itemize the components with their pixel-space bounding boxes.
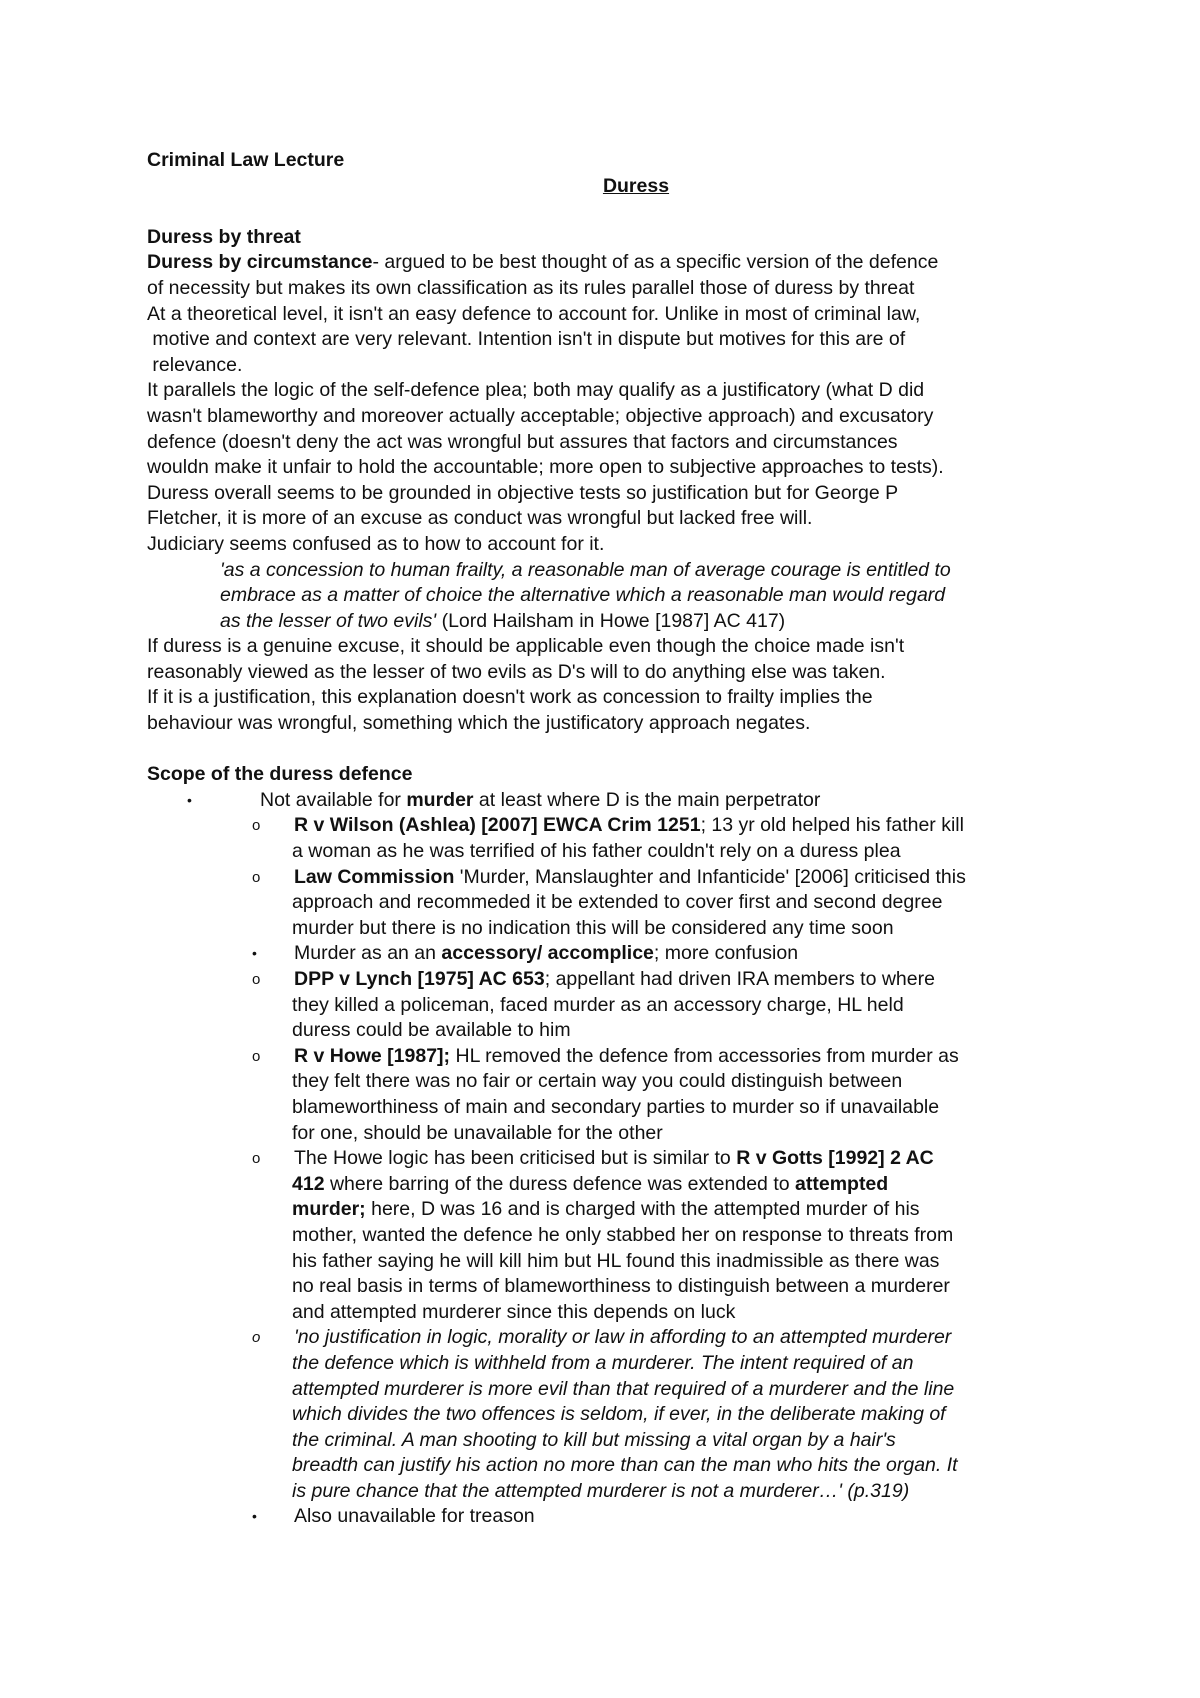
paragraph-line: relevance.	[147, 353, 243, 376]
list-item-continuation: no real basis in terms of blameworthiness to distinguish between a murderer	[292, 1275, 950, 1298]
bullet-dot-icon: •	[252, 1508, 257, 1525]
list-item-continuation: they felt there was no fair or certain way you could distinguish between	[292, 1070, 903, 1093]
bullet-circle-icon: o	[252, 1150, 261, 1168]
list-item-continuation: blameworthiness of main and secondary parties to murder so if unavailable	[292, 1095, 940, 1118]
list-item-continuation: which divides the two offences is seldom, if ever, in the deliberate making of	[292, 1403, 946, 1426]
list-item-continuation: for one, should be unavailable for the other	[292, 1121, 663, 1144]
quote-text: as the lesser of two evils'	[220, 609, 437, 632]
list-item-continuation: the defence which is withheld from a murderer. The intent required of an	[292, 1351, 914, 1374]
paragraph-line: of necessity but makes its own classification as its rules parallel those of duress by threat	[147, 276, 915, 299]
heading-duress-by-threat: Duress by threat	[147, 225, 301, 248]
list-item	[147, 788, 1080, 814]
list-item	[147, 941, 1080, 967]
paragraph-line: reasonably viewed as the lesser of two evils as D's will to do anything else was taken.	[147, 660, 886, 683]
bullet-circle-icon: o	[252, 1047, 261, 1065]
bullet-circle-icon: o	[252, 971, 261, 988]
paragraph-line: It parallels the logic of the self-defence plea; both may qualify as a justificatory (what D did	[147, 379, 925, 402]
paragraph-line: At a theoretical level, it isn't an easy defence to account for. Unlike in most of criminal law,	[147, 302, 921, 325]
sub-list-item	[147, 1146, 1080, 1172]
list-item-text: Murder as an an accessory/ accomplice; more confusion	[294, 942, 799, 965]
list-item-continuation: and attempted murderer since this depends on luck	[292, 1300, 736, 1323]
paragraph-line: Judiciary seems confused as to how to account for it.	[147, 532, 605, 555]
document-title: Duress	[602, 174, 670, 197]
list-item-continuation: mother, wanted the defence he only stabbed her on response to threats from	[292, 1223, 954, 1246]
paragraph-line: behaviour was wrongful, something which the justificatory approach negates.	[147, 712, 811, 735]
list-item-continuation: 412 where barring of the duress defence was extended to attempted	[292, 1172, 889, 1195]
paragraph-line: wasn't blameworthy and moreover actually acceptable; objective approach) and excusatory	[147, 404, 934, 427]
list-item-continuation: murder but there is no indication this will be considered any time soon	[292, 916, 894, 939]
paragraph-line: defence (doesn't deny the act was wrongful but assures that factors and circumstances	[147, 430, 898, 453]
list-item-continuation: attempted murderer is more evil than that required of a murderer and the line	[292, 1377, 955, 1400]
list-item-text: R v Wilson (Ashlea) [2007] EWCA Crim 1251; 13 yr old helped his father kill	[294, 814, 964, 837]
list-item-continuation: murder; here, D was 16 and is charged with the attempted murder of his	[292, 1198, 920, 1221]
bullet-circle-icon: o	[252, 817, 261, 835]
list-item-continuation: duress could be available to him	[292, 1019, 571, 1042]
paragraph-line: If duress is a genuine excuse, it should be applicable even though the choice made isn't	[147, 635, 905, 658]
bullet-circle-icon: o	[252, 1329, 261, 1347]
list-item-text: Law Commission 'Murder, Manslaughter and Infanticide' [2006] criticised this	[294, 865, 966, 888]
list-item-continuation: a woman as he was terrified of his father couldn't rely on a duress plea	[292, 840, 901, 863]
bullet-circle-icon: o	[252, 868, 261, 886]
paragraph-line: motive and context are very relevant. Intention isn't in dispute but motives for this are of	[147, 328, 906, 351]
heading-scope: Scope of the duress defence	[147, 763, 413, 786]
list-item-text: R v Howe [1987]; HL removed the defence from accessories from murder as	[294, 1044, 959, 1067]
sub-list-item	[147, 813, 1080, 839]
list-item-continuation: breadth can justify his action no more than can the man who hits the organ. It	[292, 1454, 958, 1477]
paragraph-line: wouldn make it unfair to hold the accountable; more open to subjective approaches to tests).	[147, 456, 944, 479]
document-header: Criminal Law Lecture	[147, 149, 345, 171]
quote-citation: (Lord Hailsham in Howe [1987] AC 417)	[436, 609, 786, 632]
sub-list-item	[147, 865, 1080, 891]
list-item-text: Also unavailable for treason	[294, 1505, 535, 1528]
quote-line: 'as a concession to human frailty, a reasonable man of average courage is entitled to	[220, 558, 951, 581]
list-item-text: DPP v Lynch [1975] AC 653; appellant had driven IRA members to where	[294, 968, 935, 990]
list-item-continuation: his father saying he will kill him but HL found this inadmissible as there was	[292, 1249, 940, 1272]
list-item-text: The Howe logic has been criticised but is similar to R v Gotts [1992] 2 AC	[294, 1147, 934, 1170]
list-item-continuation: the criminal. A man shooting to kill but missing a vital organ by a hair's	[292, 1428, 896, 1451]
quote-line	[147, 609, 1080, 635]
sub-list-item	[147, 1044, 1080, 1070]
list-item	[147, 1504, 1080, 1530]
sub-list-item	[147, 1325, 1080, 1351]
paragraph-line	[147, 250, 1080, 276]
paragraph-line: Duress overall seems to be grounded in objective tests so justification but for George P	[147, 481, 899, 504]
spacer	[147, 199, 1080, 225]
bullet-dot-icon: •	[187, 791, 192, 808]
list-item-text: Not available for murder at least where D is the main perpetrator	[260, 788, 821, 811]
paragraph-line: Fletcher, it is more of an excuse as conduct was wrongful but lacked free will.	[147, 507, 813, 530]
list-item-continuation: approach and recommeded it be extended to cover first and second degree	[292, 891, 943, 914]
quote-line: embrace as a matter of choice the alternative which a reasonable man would regard	[220, 584, 946, 607]
paragraph-text: - argued to be best thought of as a specific version of the defence	[372, 251, 939, 274]
spacer	[147, 737, 1080, 763]
sub-list-item	[147, 967, 1080, 993]
list-item-continuation: is pure chance that the attempted murderer is not a murderer…' (p.319)	[292, 1479, 910, 1502]
bullet-dot-icon: •	[252, 945, 257, 962]
term-duress-by-circumstance: Duress by circumstance	[147, 251, 373, 274]
paragraph-line: If it is a justification, this explanation doesn't work as concession to frailty implies the	[147, 686, 873, 709]
list-item-text: 'no justification in logic, morality or law in affording to an attempted murderer	[294, 1326, 952, 1349]
list-item-continuation: they killed a policeman, faced murder as an accessory charge, HL held	[292, 993, 904, 1016]
